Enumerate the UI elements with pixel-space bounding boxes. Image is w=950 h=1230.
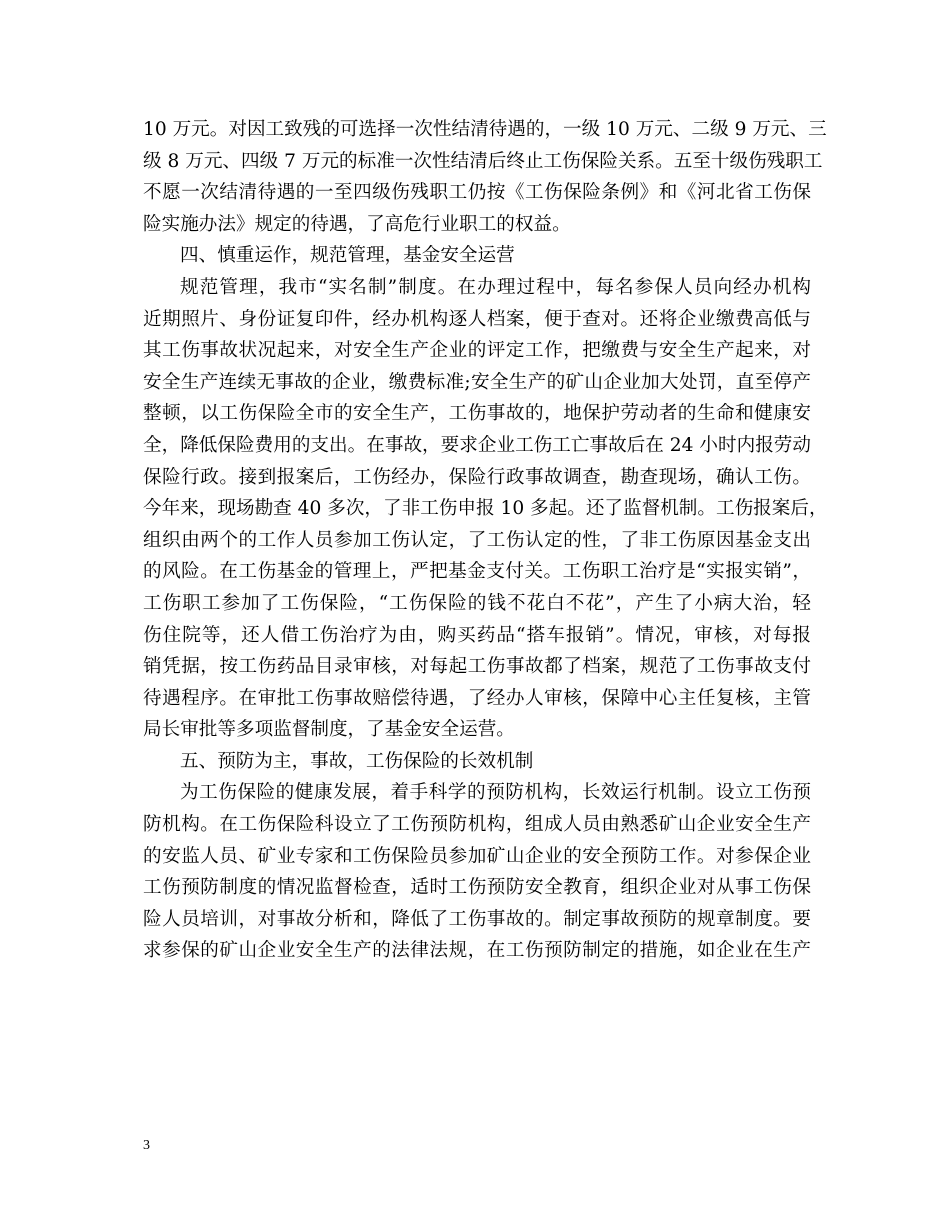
text-line: 工伤预防制度的情况监督检查，适时工伤预防安全教育，组织企业对从事工伤保 <box>143 877 811 899</box>
text-line: 保险行政。接到报案后，工伤经办，保险行政事故调查，勘查现场，确认工伤。 <box>143 466 811 488</box>
text-line: 的安监人员、矿业专家和工伤保险员参加矿山企业的安全预防工作。对参保企业 <box>143 845 811 867</box>
text-line: 近期照片、身份证复印件，经办机构逐人档案，便于查对。还将企业缴费高低与 <box>143 308 811 330</box>
text-line: 销凭据，按工伤药品目录审核，对每起工伤事故都了档案，规范了工伤事故支付 <box>143 656 811 678</box>
text-line: 组织由两个的工作人员参加工伤认定，了工伤认定的性，了非工伤原因基金支出 <box>143 529 811 551</box>
text-line: 的风险。在工伤基金的管理上，严把基金支付关。工伤职工治疗是“实报实销”， <box>143 561 811 583</box>
text-line: 为工伤保险的健康发展，着手科学的预防机构，长效运行机制。设立工伤预 <box>180 782 811 804</box>
text-line: 级 8 万元、四级 7 万元的标准一次性结清后终止工伤保险关系。五至十级伤残职工 <box>143 150 823 172</box>
text-line: 其工伤事故状况起来，对安全生产企业的评定工作，把缴费与安全生产起来，对 <box>143 340 811 362</box>
text-line: 全，降低保险费用的支出。在事故，要求企业工伤工亡事故后在 24 小时内报劳动 <box>143 434 811 456</box>
text-line: 局长审批等多项监督制度，了基金安全运营。 <box>143 719 515 741</box>
text-line: 10 万元。对因工致残的可选择一次性结清待遇的，一级 10 万元、二级 9 万元、三 <box>143 119 827 140</box>
text-line: 险人员培训，对事故分析和，降低了工伤事故的。制定事故预防的规章制度。要 <box>143 908 811 930</box>
section-heading-5: 五、预防为主，事故，工伤保险的长效机制 <box>180 750 534 772</box>
text-line: 工伤职工参加了工伤保险，“工伤保险的钱不花白不花”，产生了小病大治，轻 <box>143 592 811 614</box>
text-line: 险实施办法》规定的待遇，了高危行业职工的权益。 <box>143 213 571 235</box>
text-line: 伤住院等，还人借工伤治疗为由，购买药品“搭车报销”。情况，审核，对每报 <box>143 624 811 646</box>
section-heading-4: 四、慎重运作，规范管理，基金安全运营 <box>180 245 515 267</box>
text-line: 规范管理，我市“实名制”制度。在办理过程中，每名参保人员向经办机构 <box>180 276 811 298</box>
document-body <box>143 114 828 967</box>
text-line: 求参保的矿山企业安全生产的法律法规，在工伤预防制定的措施，如企业在生产 <box>143 940 811 962</box>
text-line: 不愿一次结清待遇的一至四级伤残职工仍按《工伤保险条例》和《河北省工伤保 <box>143 182 811 204</box>
text-line: 整顿，以工伤保险全市的安全生产，工伤事故的，地保护劳动者的生命和健康安 <box>143 403 811 425</box>
text-line: 今年来，现场勘查 40 多次，了非工伤申报 10 多起。还了监督机制。工伤报案后， <box>143 498 828 520</box>
text-line: 待遇程序。在审批工伤事故赔偿待遇，了经办人审核，保障中心主任复核，主管 <box>143 687 811 709</box>
text-line: 防机构。在工伤保险科设立了工伤预防机构，组成人员由熟悉矿山企业安全生产 <box>143 814 811 836</box>
page-number: 3 <box>143 1138 150 1153</box>
text-line: 安全生产连续无事故的企业，缴费标准;安全生产的矿山企业加大处罚，直至停产 <box>143 371 811 393</box>
